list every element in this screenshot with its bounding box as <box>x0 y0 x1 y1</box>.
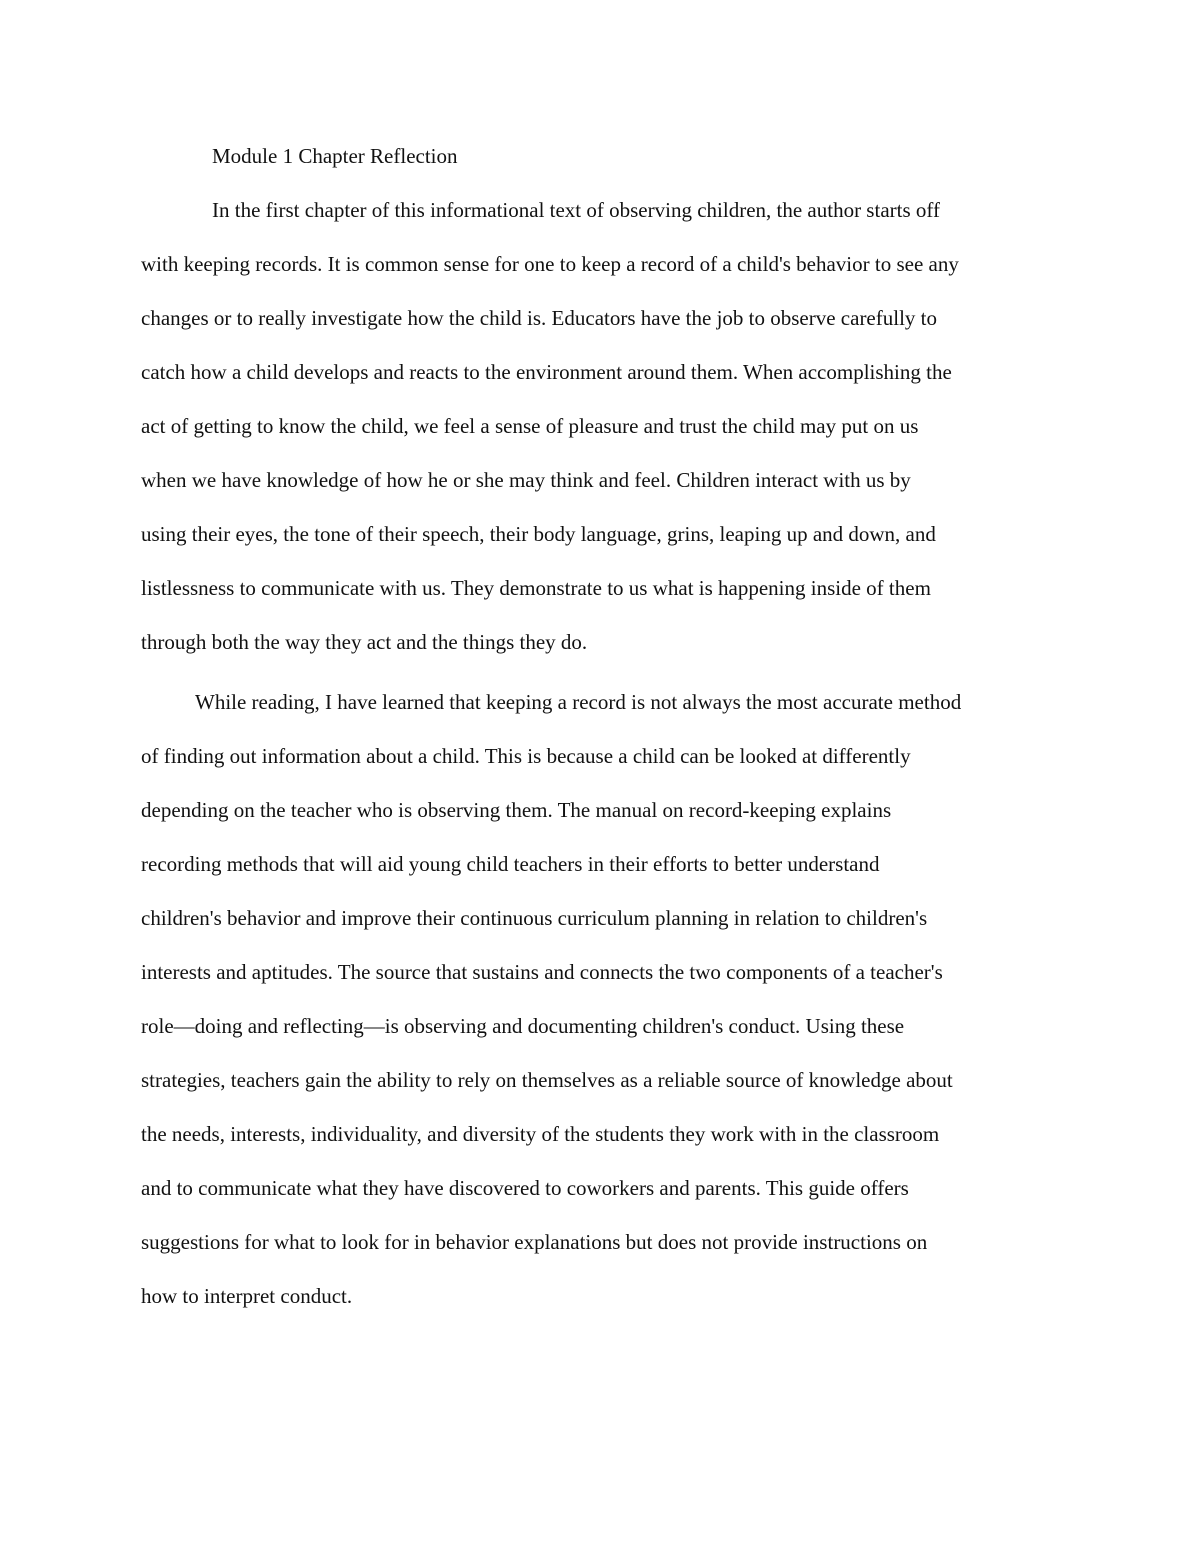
paragraph-line: listlessness to communicate with us. They demonstrate to us what is happening inside of them <box>141 576 931 600</box>
paragraph-line: children's behavior and improve their continuous curriculum planning in relation to children's <box>141 906 928 930</box>
paragraph-line: In the first chapter of this informational text of observing children, the author starts off <box>212 198 940 222</box>
paragraph-line: with keeping records. It is common sense for one to keep a record of a child's behavior to see any <box>141 252 959 276</box>
paragraph-line: through both the way they act and the things they do. <box>141 630 588 654</box>
paragraph-line: changes or to really investigate how the child is. Educators have the job to observe carefully to <box>141 306 938 330</box>
paragraph-line: act of getting to know the child, we feel a sense of pleasure and trust the child may put on us <box>141 414 919 438</box>
paragraph-line: catch how a child develops and reacts to the environment around them. When accomplishing the <box>141 360 952 384</box>
paragraph-line: using their eyes, the tone of their speech, their body language, grins, leaping up and down, and <box>141 522 936 546</box>
paragraph-line: suggestions for what to look for in behavior explanations but does not provide instructions on <box>141 1230 928 1254</box>
paragraph-line: depending on the teacher who is observing them. The manual on record-keeping explains <box>141 798 892 822</box>
paragraph-line: interests and aptitudes. The source that sustains and connects the two components of a teacher's <box>141 960 943 984</box>
paragraph-line: how to interpret conduct. <box>141 1284 353 1308</box>
paragraph-line: strategies, teachers gain the ability to rely on themselves as a reliable source of knowledge about <box>141 1068 953 1092</box>
paragraph-line: While reading, I have learned that keeping a record is not always the most accurate method <box>195 690 962 714</box>
paragraph-line: role—doing and reflecting—is observing and documenting children's conduct. Using these <box>141 1014 905 1038</box>
paragraph-line: recording methods that will aid young child teachers in their efforts to better understand <box>141 852 880 876</box>
document-title: Module 1 Chapter Reflection <box>212 144 458 168</box>
paragraph-line: and to communicate what they have discovered to coworkers and parents. This guide offers <box>141 1176 909 1200</box>
paragraph-line: when we have knowledge of how he or she may think and feel. Children interact with us by <box>141 468 911 492</box>
paragraph-line: of finding out information about a child. This is because a child can be looked at differently <box>141 744 911 768</box>
paragraph-line: the needs, interests, individuality, and diversity of the students they work with in the classroom <box>141 1122 940 1146</box>
